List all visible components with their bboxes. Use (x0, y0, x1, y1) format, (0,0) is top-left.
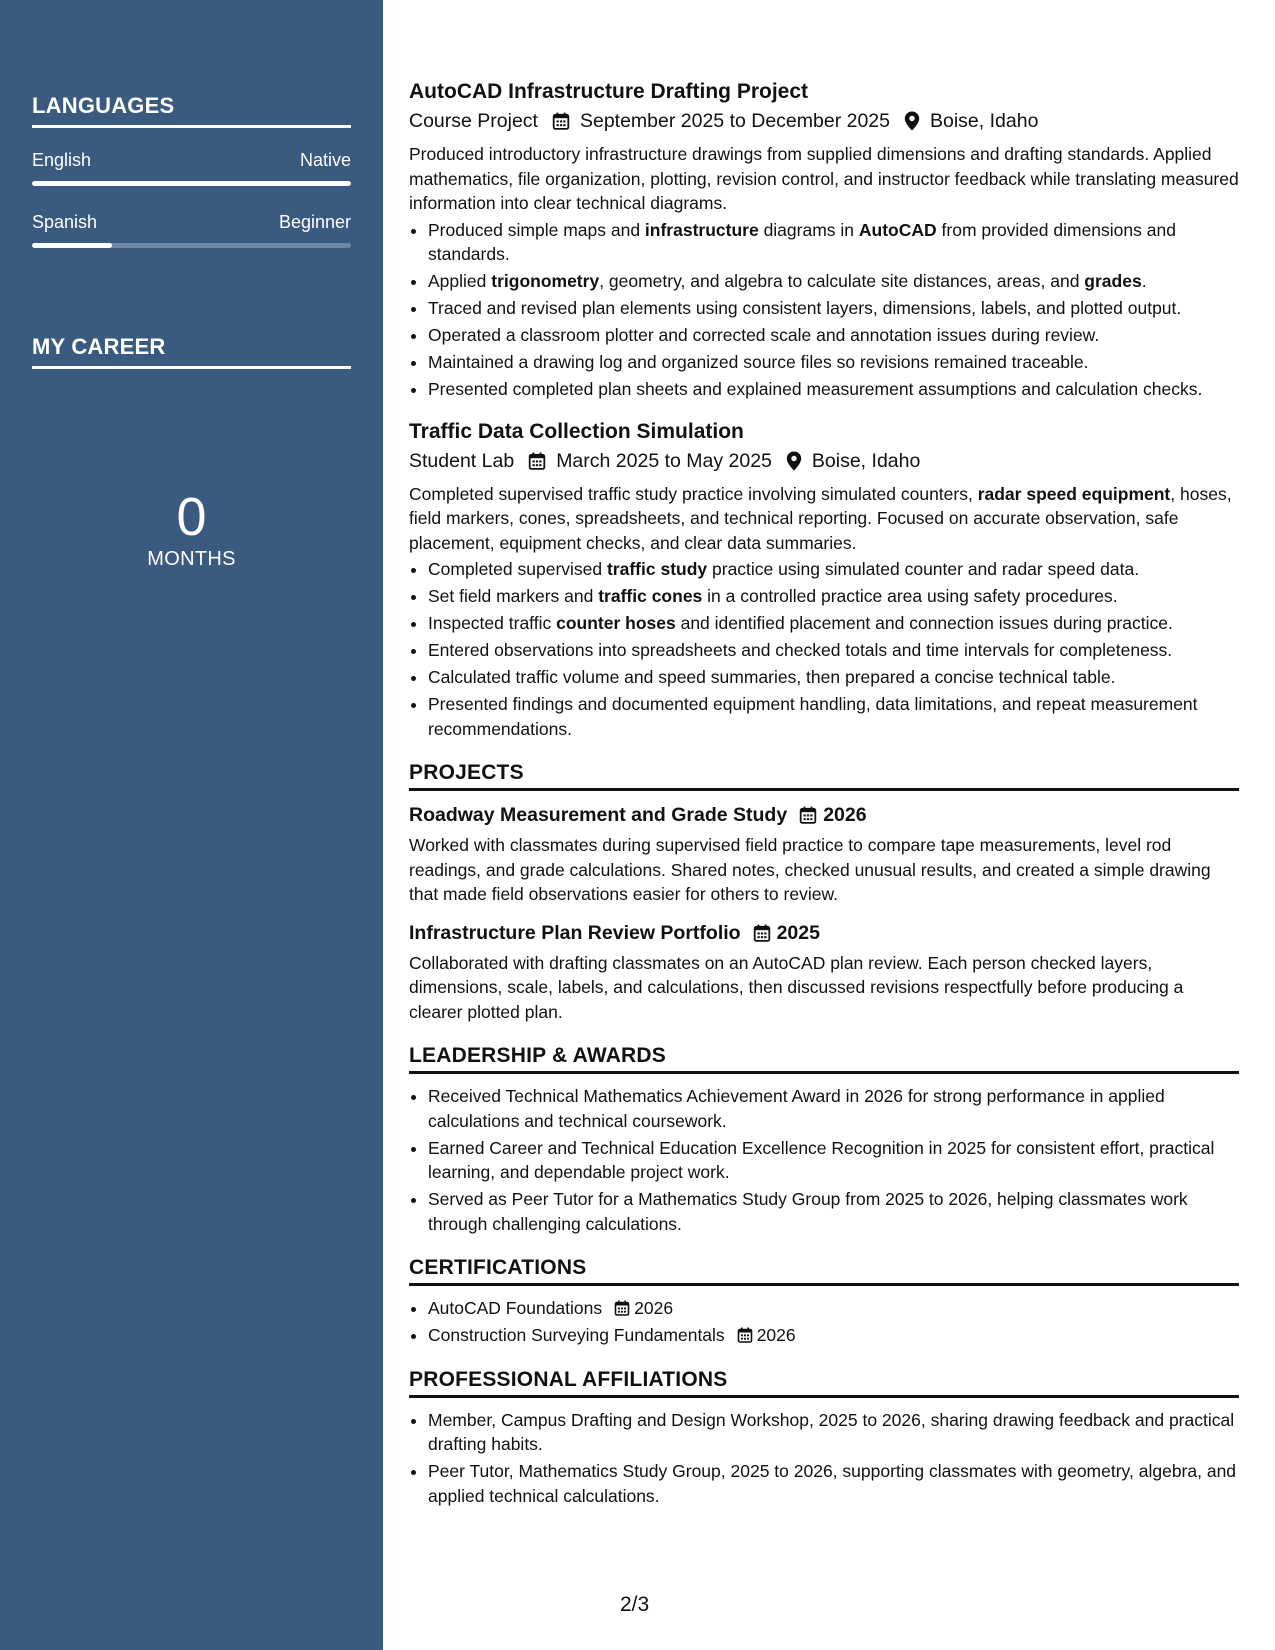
language-row (32, 212, 351, 233)
experience-type: Course Project (409, 110, 538, 132)
experience-type: Student Lab (409, 449, 515, 472)
project-title: Infrastructure Plan Review Portfolio (409, 921, 741, 944)
experience-description: Completed supervised traffic study practice involving simulated counters, radar speed equipment, hoses, field markers, cones, spreadsheets, and technical reporting. Focused on accurate observation, safe placement, equipment checks, and clear data summaries. (409, 483, 1232, 553)
list-item: • Presented completed plan sheets and explained measurement assumptions and calculation checks. (428, 377, 1239, 402)
affiliations-heading: PROFESSIONAL AFFILIATIONS (409, 1368, 1239, 1398)
experience-bullets (409, 218, 1239, 402)
language-item (32, 150, 351, 186)
certification-row (428, 1323, 1239, 1348)
experience-meta (409, 446, 1239, 476)
certifications-heading: CERTIFICATIONS (409, 1256, 1239, 1286)
career-unit: MONTHS (147, 548, 236, 570)
map-pin-icon (786, 451, 802, 471)
project-header (409, 919, 1239, 947)
career-duration (0, 487, 383, 571)
list-item: • Served as Peer Tutor for a Mathematics Study Group from 2025 to 2026, helping classmates work through challenging calculations. (428, 1187, 1239, 1236)
language-name: Spanish (32, 212, 98, 232)
language-proficiency-fill (32, 243, 112, 248)
leadership-heading: LEADERSHIP & AWARDS (409, 1044, 1239, 1074)
list-item: • Calculated traffic volume and speed summaries, then prepared a concise technical table. (428, 665, 1239, 690)
affiliations-list (409, 1408, 1239, 1509)
language-proficiency-fill (32, 181, 351, 186)
certification-item (428, 1296, 1239, 1321)
project-description: Collaborated with drafting classmates on an AutoCAD plan review. Each person checked layers, dimensions, scale, labels, and calculations, then discussed revisions respectfully before producing a clearer plotted plan. (409, 952, 1184, 1022)
calendar-icon (528, 452, 546, 470)
experience-location: Boise, Idaho (811, 449, 921, 472)
list-item: • Set field markers and traffic cones in a controlled practice area using safety procedures. (428, 584, 1239, 609)
language-proficiency-bar (32, 181, 351, 186)
leadership-list (409, 1084, 1239, 1236)
calendar-icon (799, 806, 817, 824)
project-entry (409, 801, 1239, 907)
career-heading: MY CAREER (32, 334, 351, 369)
calendar-icon (552, 112, 570, 130)
list-item: • Member, Campus Drafting and Design Workshop, 2025 to 2026, sharing drawing feedback and practical drafting habits. (428, 1408, 1239, 1457)
experience-meta (409, 106, 1239, 136)
language-row (32, 150, 351, 171)
experience-bullets (409, 557, 1239, 741)
project-year: 2026 (823, 804, 867, 826)
career-section (32, 334, 351, 369)
list-item: • Produced simple maps and infrastructure diagrams in AutoCAD from provided dimensions and standards. (428, 218, 1239, 267)
experience-entry (409, 418, 1239, 742)
list-item: • Peer Tutor, Mathematics Study Group, 2025 to 2026, supporting classmates with geometry, algebra, and applied technical calculations. (428, 1459, 1239, 1508)
list-item: • Earned Career and Technical Education Excellence Recognition in 2025 for consistent effort, practical learning, and dependable project work. (428, 1136, 1239, 1185)
certification-row (428, 1296, 1239, 1321)
experience-title: Traffic Data Collection Simulation (409, 419, 744, 443)
calendar-icon (737, 1327, 753, 1343)
experience-title: AutoCAD Infrastructure Drafting Project (409, 80, 809, 103)
experience-entry (409, 78, 1239, 402)
map-pin-icon (904, 111, 920, 131)
page-number: 2/3 (620, 1593, 650, 1616)
experience-dates: March 2025 to May 2025 (556, 449, 772, 472)
project-description: Worked with classmates during supervised field practice to compare tape measurements, level rod readings, and grade calculations. Shared notes, checked unusual results, and created a simple drawing that made field observations easier for others to review. (409, 835, 1211, 904)
experience-dates: September 2025 to December 2025 (579, 110, 890, 132)
project-header (409, 801, 1239, 829)
sidebar (0, 0, 383, 1650)
main-content (409, 78, 1239, 1511)
list-item: • Inspected traffic counter hoses and identified placement and connection issues during practice. (428, 611, 1239, 636)
list-item: • Traced and revised plan elements using consistent layers, dimensions, labels, and plotted output. (428, 296, 1239, 321)
language-proficiency-bar (32, 243, 351, 248)
experience-description: Produced introductory infrastructure drawings from supplied dimensions and drafting standards. Applied mathematics, file organization, plotting, revision control, and instructor feedback while translating measured information into clear technical diagrams. (409, 144, 1239, 213)
list-item: • Maintained a drawing log and organized source files so revisions remained traceable. (428, 350, 1239, 375)
career-value: 0 (176, 487, 207, 547)
certification-year: 2026 (634, 1298, 674, 1318)
language-level: Beginner (278, 212, 351, 232)
certification-name: • Construction Surveying Fundamentals (428, 1325, 725, 1345)
list-item: • Received Technical Mathematics Achievement Award in 2026 for strong performance in applied calculations and technical coursework. (428, 1084, 1239, 1133)
list-item: • Completed supervised traffic study practice using simulated counter and radar speed data. (428, 557, 1239, 582)
list-item: • Applied trigonometry, geometry, and algebra to calculate site distances, areas, and grades. (428, 269, 1239, 294)
certification-item (428, 1323, 1239, 1348)
experience-location: Boise, Idaho (930, 110, 1039, 132)
certification-name: • AutoCAD Foundations (428, 1298, 603, 1318)
project-year: 2025 (776, 921, 820, 944)
list-item: • Presented findings and documented equipment handling, data limitations, and repeat measurement recommendations. (428, 692, 1239, 741)
project-entry (409, 919, 1239, 1025)
list-item: • Operated a classroom plotter and corrected scale and annotation issues during review. (428, 323, 1239, 348)
calendar-icon (614, 1300, 630, 1316)
certifications-list (409, 1296, 1239, 1348)
languages-section (32, 93, 351, 248)
project-title: Roadway Measurement and Grade Study (409, 804, 788, 826)
language-level: Native (299, 150, 351, 170)
list-item: • Entered observations into spreadsheets and checked totals and time intervals for completeness. (428, 638, 1239, 663)
experience-list (409, 78, 1239, 741)
projects-list (409, 801, 1239, 1024)
certification-year: 2026 (756, 1325, 796, 1345)
projects-heading: PROJECTS (409, 761, 1239, 791)
calendar-icon (753, 924, 771, 942)
languages-heading: LANGUAGES (32, 93, 351, 128)
language-name: English (32, 150, 92, 170)
language-item (32, 212, 351, 248)
language-list (32, 150, 351, 248)
